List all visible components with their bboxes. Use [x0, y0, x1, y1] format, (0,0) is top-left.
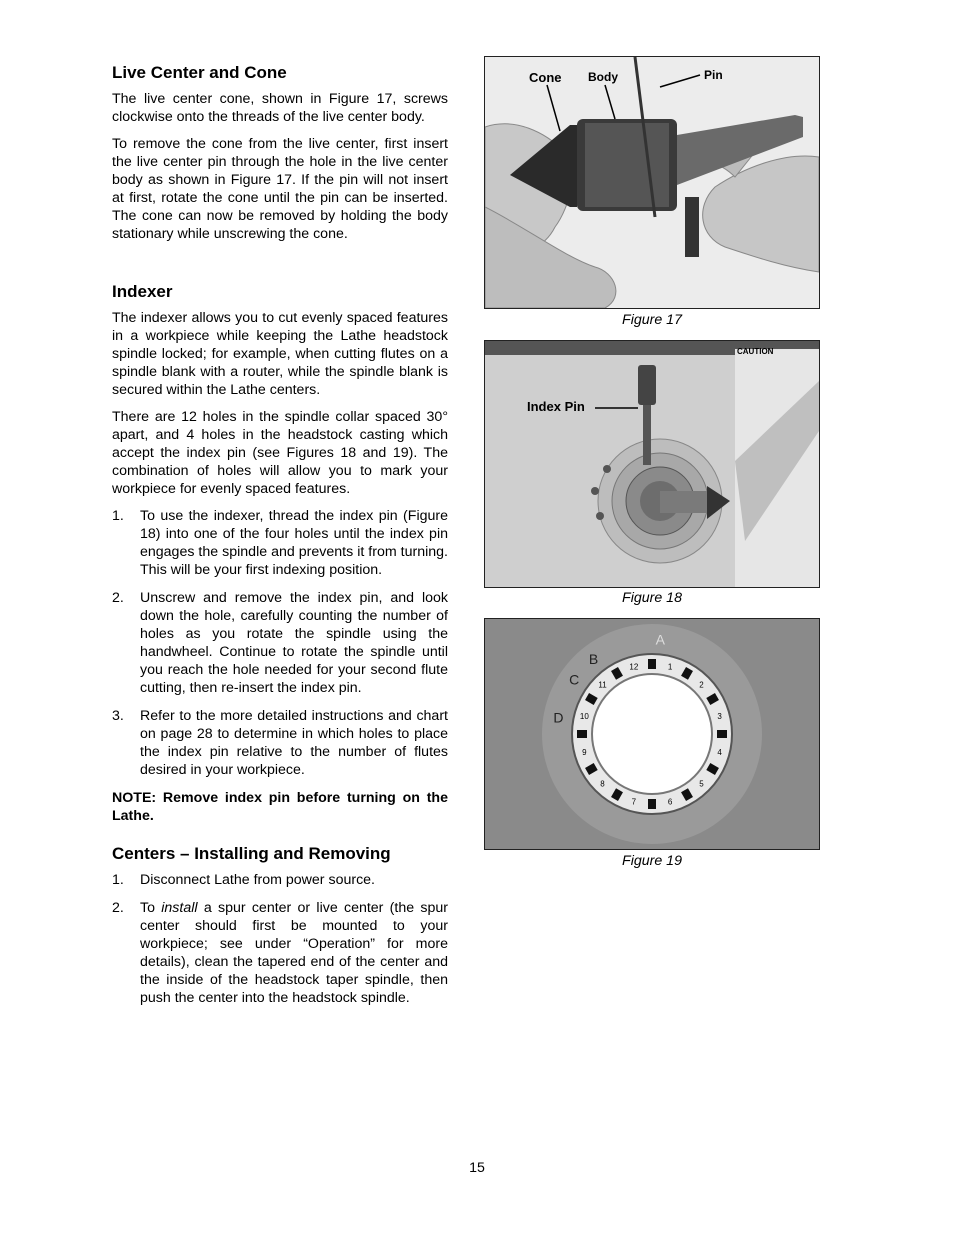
- indexer-step: 1. To use the indexer, thread the index pin (Figure 18) into one of the four holes until the index pin engages the spindle and prevents it from turning. This will be your first indexing position.: [112, 508, 448, 578]
- collar-hole-number: 3: [717, 711, 722, 721]
- collar-hole-number: 8: [600, 779, 605, 789]
- figure-17-label-cone: Cone: [529, 70, 562, 85]
- casting-letter: A: [655, 631, 665, 648]
- indexer-heading: Indexer: [112, 282, 173, 301]
- collar-hole: [648, 659, 656, 669]
- figure-18-caution-label: CAUTION: [737, 347, 774, 356]
- collar-hole-number: 12: [629, 662, 639, 672]
- page-number: 15: [469, 1160, 485, 1176]
- centers-step: 2. To install a spur center or live center (the spur center should first be mounted to your workpiece; see under “Operation” for more details), clean the tapered end of the center and the inside of the headstock taper spindle, then push the center into the headstock spindle.: [112, 900, 448, 1006]
- collar-hole-number: 11: [598, 680, 607, 690]
- figure-18-caption: Figure 18: [622, 590, 682, 606]
- index-collar-diagram: [485, 619, 819, 849]
- centers-step: 1. Disconnect Lathe from power source.: [112, 872, 375, 888]
- indexer-paragraph-2: There are 12 holes in the spindle collar spaced 30° apart, and 4 holes in the headstock casting which accept the index pin (see Figures 18 and 19). The combination of holes will allow you to mark your workpiece for evenly spaced features.: [112, 409, 448, 497]
- figure-17-caption: Figure 17: [622, 312, 682, 328]
- centers-heading: Centers – Installing and Removing: [112, 844, 391, 863]
- indexer-headstock-illustration: [485, 341, 819, 587]
- collar-hole-number: 1: [667, 662, 673, 672]
- collar-hole-number: 2: [699, 680, 704, 690]
- live-center-heading: Live Center and Cone: [112, 63, 287, 82]
- collar-hole: [648, 799, 656, 809]
- collar-hole-number: 5: [699, 779, 704, 789]
- indexer-paragraph-1: The indexer allows you to cut evenly spaced features in a workpiece while keeping the Lathe headstock spindle locked; for example, when cutting flutes on a spindle blank with a router, while the spindle blank is secured within the Lathe centers.: [112, 310, 448, 398]
- casting-letter: C: [569, 671, 580, 688]
- figure-17-image: [484, 56, 820, 309]
- left-column: [112, 62, 448, 1017]
- figure-18-image: [484, 340, 820, 588]
- live-center-paragraph-2: To remove the cone from the live center, first insert the live center pin through the hole in the live center body as shown in Figure 17. If the pin will not insert at first, rotate the cone until the pin can be inserted. The cone can now be removed by holding the body stationary while unscrewing the cone.: [112, 136, 448, 242]
- figure-17-label-body: Body: [588, 70, 618, 84]
- figure-18-label-index-pin: Index Pin: [527, 399, 585, 414]
- live-center-paragraph-1: The live center cone, shown in Figure 17, screws clockwise onto the threads of the live center body.: [112, 91, 448, 125]
- collar-hole-number: 7: [631, 797, 637, 807]
- indexer-step: 2. Unscrew and remove the index pin, and look down the hole, carefully counting the number of holes as you rotate the spindle using the handwheel. Continue to rotate the spindle until you reach the hole needed for your second flute cutting, then re-insert the index pin.: [112, 590, 448, 696]
- collar-hole-number: 10: [579, 711, 589, 721]
- casting-letter: D: [553, 709, 564, 726]
- collar-hole: [577, 730, 587, 738]
- indexer-note: NOTE: Remove index pin before turning on the Lathe.: [112, 790, 448, 824]
- indexer-steps: [112, 507, 448, 779]
- live-center-illustration: [485, 57, 819, 308]
- indexer-step: 3. Refer to the more detailed instructions and chart on page 28 to determine in which holes to place the index pin relative to the number of flutes desired in your workpiece.: [112, 708, 448, 778]
- figure-17-label-pin: Pin: [704, 68, 723, 82]
- collar-hole-number: 6: [667, 797, 673, 807]
- collar-hole-number: 9: [582, 748, 587, 758]
- collar-hole-number: 4: [717, 748, 722, 758]
- centers-steps: [112, 871, 448, 1007]
- collar-hole: [717, 730, 727, 738]
- figure-19-caption: Figure 19: [622, 853, 682, 869]
- casting-letter: B: [588, 651, 599, 668]
- figure-19-image: [484, 618, 820, 850]
